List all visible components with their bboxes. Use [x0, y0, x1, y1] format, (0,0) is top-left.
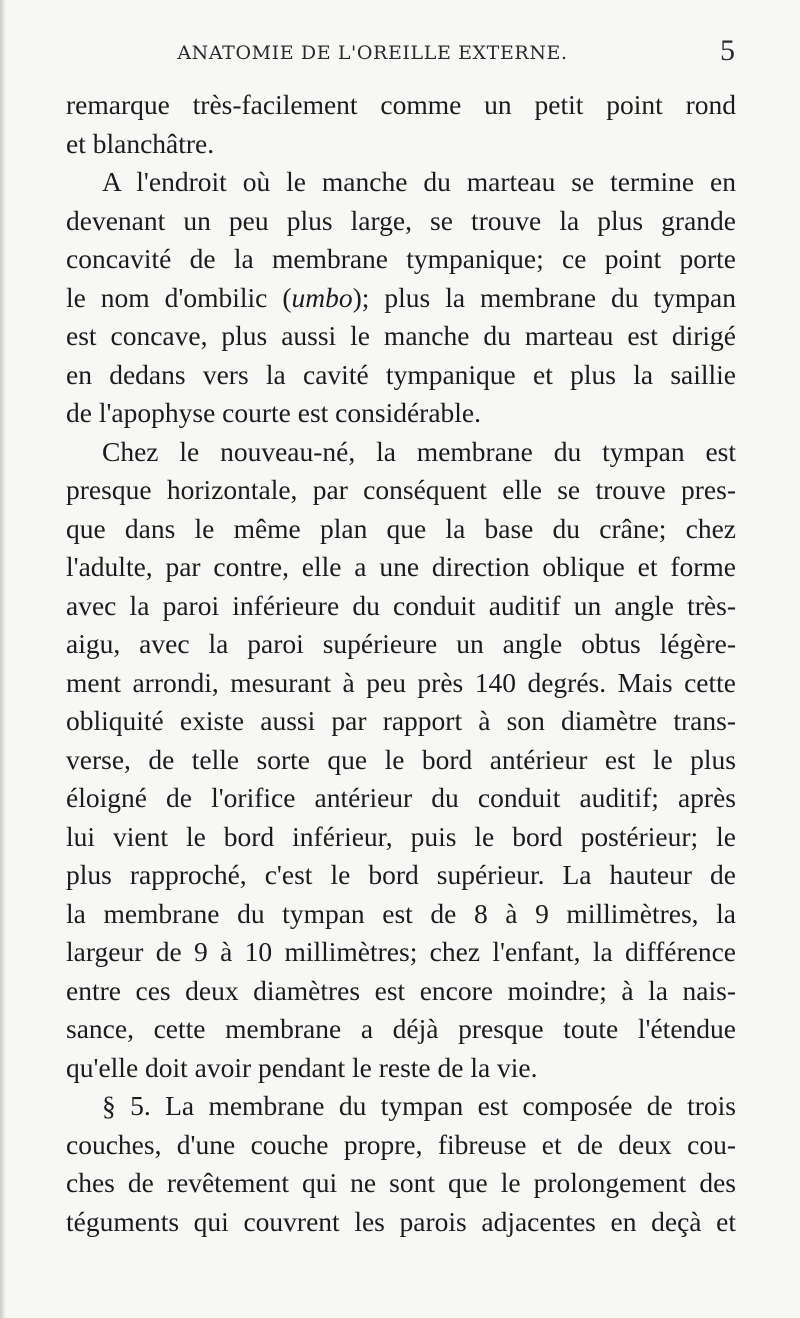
text-line: lui vient le bord inférieur, puis le bord postérieur; le [66, 820, 736, 852]
body-text [66, 86, 736, 1241]
text-line: la membrane du tympan est de 8 à 9 millimètres, la [66, 897, 736, 929]
text-line: est concave, plus aussi le manche du marteau est dirigé [66, 320, 736, 351]
text-line: devenant un peu plus large, se trouve la plus grande [66, 204, 736, 236]
page-edge-shadow [0, 0, 6, 1318]
text-line: A l'endroit où le manche du marteau se termine en [102, 166, 736, 197]
text-line: éloigné de l'orifice antérieur du conduit auditif; après [66, 782, 736, 813]
text-line: verse, de telle sorte que le bord antérieur est le plus [66, 743, 736, 775]
text-line: que dans le même plan que la base du crâne; chez [66, 512, 736, 544]
text-line: téguments qui couvrent les parois adjacentes en deçà et [66, 1205, 736, 1237]
text-line: qu'elle doit avoir pendant le reste de la vie. [66, 1051, 538, 1083]
text-line: largeur de 9 à 10 millimètres; chez l'enfant, la différence [66, 936, 736, 967]
text-line: presque horizontale, par conséquent elle se trouve pres- [66, 474, 736, 505]
paragraph [66, 1087, 736, 1241]
text-line: et blanchâtre. [66, 127, 215, 159]
text-line: de l'apophyse courte est considérable. [66, 397, 482, 428]
text-line: ment arrondi, mesurant à peu près 140 degrés. Mais cette [66, 666, 736, 698]
text-line: en dedans vers la cavité tympanique et plus la saillie [66, 358, 736, 390]
text-line: avec la paroi inférieure du conduit auditif un angle très- [66, 589, 736, 621]
text-line: ches de revêtement qui ne sont que le prolongement des [66, 1167, 736, 1198]
text-line: Chez le nouveau-né, la membrane du tympan est [102, 435, 736, 467]
text-line: sance, cette membrane a déjà presque toute l'étendue [66, 1013, 736, 1044]
running-head [70, 34, 735, 74]
paragraph [66, 433, 736, 1088]
text-line: plus rapproché, c'est le bord supérieur. La hauteur de [66, 859, 736, 890]
paragraph [66, 86, 736, 163]
text-line: entre ces deux diamètres est encore moindre; à la nais- [66, 974, 736, 1006]
running-head-title: ANATOMIE DE L'OREILLE EXTERNE. [177, 42, 568, 64]
text-line: le nom d'ombilic (umbo); plus la membrane du tympan [66, 281, 736, 313]
page-number: 5 [720, 34, 735, 67]
text-line: couches, d'une couche propre, fibreuse et de deux cou- [66, 1128, 736, 1160]
paragraph [66, 163, 736, 433]
text-line: § 5. La membrane du tympan est composée de trois [102, 1090, 736, 1121]
text-line: obliquité existe aussi par rapport à son diamètre trans- [66, 705, 736, 736]
text-line: l'adulte, par contre, elle a une direction oblique et forme [66, 551, 736, 582]
text-line: remarque très-facilement comme un petit point rond [66, 89, 736, 120]
text-line: aigu, avec la paroi supérieure un angle obtus légère- [66, 628, 736, 659]
text-line: concavité de la membrane tympanique; ce point porte [66, 243, 736, 274]
